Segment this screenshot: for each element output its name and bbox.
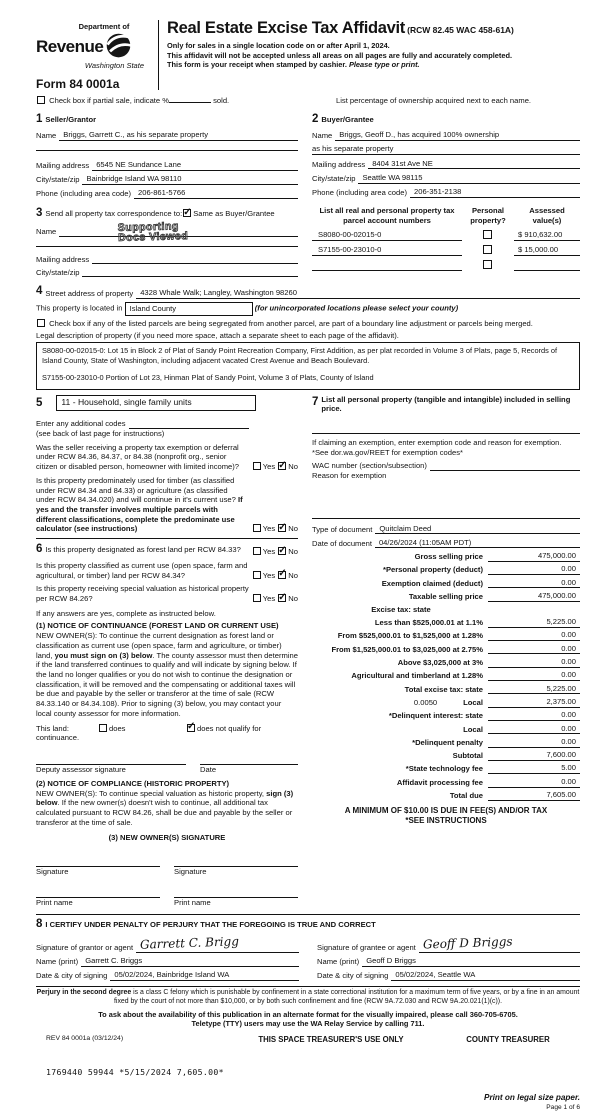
street-address-label: Street address of property [45,289,134,299]
forest-land-question: 6 Is this property designated as forest land per RCW 84.33? [36,543,241,556]
correspondence-city-value[interactable] [82,276,298,277]
notice-continuance-body: NEW OWNER(S): To continue the current designation as forest land or classification as current use (open space, farm and agriculture, or timber) land, you must sign on (3) below. The county assessor must then determine if the land transferred continues to qualify and will indicate by signing below. If the land no longer qualifies or you do not wish to continue the designation or classification, it will be removed and the compensating or additional taxes will be due and payable by the seller or transferor at the time of sale (RCW 84.33.140 or 84.34.108). Prior to signing (3) below, you may contact your local county assessor for more information. [36,631,298,718]
minimum-fee-note: A MINIMUM OF $10.00 IS DUE IN FEE(S) AND/OR TAX [344,805,548,815]
header-note-1: Only for sales in a single location code on or after April 1, 2024. [167,41,390,51]
additional-codes-label: Enter any additional codes [36,419,126,429]
grantor-name-value[interactable]: Garrett C. Briggs [81,956,299,967]
section-7-number: 7 [312,395,319,408]
personal-property-entry-line[interactable] [312,422,580,434]
section-3-number: 3 [36,207,43,220]
county-note: (for unincorporated locations please select your county) [254,303,459,313]
personal-property-checkbox-3[interactable] [483,260,492,269]
agricultural-tax[interactable]: 0.00 [488,670,580,681]
grantor-name-label: Name (print) [36,957,79,967]
forest-yes-checkbox[interactable] [253,547,261,555]
seller-city-value[interactable]: Bainbridge Island WA 98110 [82,174,298,185]
exemption-question-text: Was the seller receiving a property tax exemption or deferral under RCW 84.36, 84.37, or 84.38 (nonprofit org., senior citizen or disabled person, homeowner with limited income)? [36,442,240,472]
form-header [36,18,580,92]
delinquent-interest-state[interactable]: 0.00 [488,710,580,721]
section-5-number: 5 [36,396,43,409]
header-note-3: This form is your receipt when stamped by cashier. Please type or print. [167,60,420,70]
correspondence-name-label: Name [36,226,57,236]
legal-description-label: Legal description of property (if you need more space, attach a separate sheet to each page of the affidavit). [36,330,399,340]
correspondence-mailing-value[interactable] [92,263,298,264]
grantor-sig-label: Signature of grantor or agent [36,943,134,953]
notice-compliance-title: (2) NOTICE OF COMPLIANCE (HISTORIC PROPERTY) [36,778,230,788]
legal-description-parcel-2: S7155-00-23010-0 Portion of Lot 23, Hinman Plat of Sandy Point, Volume 3 of Plats, County of Island [42,373,374,383]
doc-type-value[interactable]: Quitclaim Deed [375,524,580,535]
deputy-signature-line[interactable] [36,753,186,765]
current-use-no-checkbox[interactable] [278,571,286,579]
same-as-buyer-label: Same as Buyer/Grantee [193,209,275,219]
owner-signature-line-1[interactable] [36,855,160,867]
historic-yes-checkbox[interactable] [253,594,261,602]
buyer-name-value[interactable]: Briggs, Geoff D., has acquired 100% ownership [335,130,580,141]
partial-sale-text: Check box if partial sale, indicate % [49,96,169,106]
continuance-label: continuance. [36,733,80,743]
exemption-no-checkbox[interactable] [278,462,286,470]
if-yes-note: If any answers are yes, complete as instructed below. [36,608,216,618]
parcel-row [312,245,580,256]
tty-notice: To ask about the availability of this publication in an alternate format for the visually impaired, please call 360-705-6705. Teletype (TTY) users may use the WA Relay Service by calling 711. [98,1010,518,1029]
affidavit-processing-fee[interactable]: 0.00 [488,777,580,788]
does-qualify-checkbox[interactable] [99,724,107,732]
section-4-number: 4 [36,285,43,298]
grantor-certify-block [36,933,299,981]
dept-of-label: Department of [78,22,130,31]
print-note: Print on legal size paper. [483,1093,580,1103]
total-due[interactable]: 7,605.00 [488,790,580,801]
parcel-table [312,206,580,277]
parcel-number-2[interactable]: S7155-00-23010-0 [312,245,462,256]
washington-state-label: Washington State [84,61,144,71]
historic-question: Is this property receiving special valuation as historical property per RCW 84.26? [36,584,249,604]
delinquent-interest-local[interactable]: 0.00 [488,724,580,735]
timber-yes-checkbox[interactable] [253,524,261,532]
buyer-city-label: City/state/zip [312,173,356,183]
correspondence-city-label: City/state/zip [36,267,80,277]
parcel-col-header: List all real and personal property tax parcel account numbers [319,206,455,225]
seller-mailing-value[interactable]: 6545 NE Sundance Lane [92,160,298,171]
grantee-sig-label: Signature of grantee or agent [317,943,416,953]
timber-question-text: Is this property predominately used for timber (as classified under RCW 84.34 and 84.33) or agriculture (as classified under RCW 84.34.020) and will continue in it's current use? If yes and the transfer involves multiple parcels with different classifications, complete the predominate use calculator (see instructions) [36,475,243,534]
seller-name-label: Name [36,131,57,141]
seller-phone-label: Phone (including area code) [36,189,131,199]
buyer-name-label: Name [312,131,333,141]
correspondence-label: Send all property tax correspondence to: [45,209,183,219]
perjury-notice: Perjury in the second degree is a class C felony which is punishable by confinement in a state correctional institution for a maximum term of five years, or by a fine in an amount fixed by the court of not more than $10,000, or by both such confinement and fine (RCW 9A.72.030 and RCW 9A.20.021(1)(c)). [36,986,580,1007]
owner-signature-row: Signature Signature [36,855,298,877]
section-1-title: Seller/Grantor [45,114,97,124]
form-rcw-reference: (RCW 82.45 WAC 458-61A) [407,25,514,35]
buyer-phone-value[interactable]: 206-351-2138 [410,187,580,198]
doc-type-label: Type of document [312,524,373,534]
seller-mailing-label: Mailing address [36,160,90,170]
section-1-number: 1 [36,112,43,125]
dor-logo-icon [105,32,132,62]
assessed-value-1[interactable]: $ 910,632.00 [514,230,580,241]
exemption-claimed-deduct[interactable]: 0.00 [488,578,580,589]
exemption-code-text: If claiming an exemption, enter exemption code and reason for exemption. *See dor.wa.gov/REET for exemption codes* [312,438,562,457]
parcel-row [312,230,580,241]
seller-phone-value[interactable]: 206-861-5766 [134,188,298,199]
timber-no-checkbox[interactable] [278,524,286,532]
total-excise-state[interactable]: 5,225.00 [488,684,580,695]
header-note-2: This affidavit will not be accepted unless all areas on all pages are fully and accurately completed. [167,50,513,60]
notice-compliance-body: NEW OWNER(S): To continue special valuation as historic property, sign (3) below. If the new owner(s) doesn't wish to continue, all additional tax calculated pursuant to RCW 84.26, shall be due and payable by the seller or transferor at the time of sale. [36,788,294,827]
ownership-percentage-note: List percentage of ownership acquired next to each name. [336,96,532,106]
grantee-certify-block [317,933,580,981]
county-select[interactable]: Island County [125,302,253,316]
header-divider [158,20,159,90]
owner-printname-line-2[interactable] [174,886,298,898]
tier3-tax[interactable]: 0.00 [488,644,580,655]
wac-number-field[interactable] [430,470,580,471]
personal-property-deduct[interactable]: 0.00 [488,564,580,575]
seller-city-label: City/state/zip [36,175,80,185]
new-owner-signature-title: (3) NEW OWNER(S) SIGNATURE [108,833,226,843]
assessed-value-2[interactable]: $ 15,000.00 [514,245,580,256]
doc-date-value[interactable]: 04/26/2024 (11:05AM PDT) [375,538,580,549]
partial-sale-checkbox[interactable] [37,96,45,104]
county-treasurer-label: COUNTY TREASURER [466,1034,550,1044]
notice-continuance-title: (1) NOTICE OF CONTINUANCE (FOREST LAND OR CURRENT USE) [36,621,279,631]
form-title: Real Estate Excise Tax Affidavit [167,19,406,37]
gross-selling-price[interactable]: 475,000.00 [488,551,580,562]
buyer-grantee-section [312,112,580,199]
buyer-mailing-value[interactable]: 8404 31st Ave NE [368,159,580,170]
segregated-checkbox[interactable] [37,319,45,327]
parcel-number-3[interactable] [312,260,462,271]
buyer-city-value[interactable]: Seattle WA 98115 [358,173,580,184]
seller-grantor-section [36,112,298,199]
land-use-code-field[interactable]: 11 - Household, single family units [56,395,256,412]
owner-signature-line-2[interactable] [174,855,298,867]
treasurer-stamp: 1769440 59944 *5/15/2024 7,605.00* [46,1066,224,1077]
grantee-signature[interactable]: Geoff D Briggs [419,936,580,952]
section-6-number: 6 [36,543,43,556]
state-technology-fee[interactable]: 5.00 [488,763,580,774]
section-2-number: 2 [312,112,319,125]
forest-no-checkbox[interactable] [278,547,286,555]
use-code-section: 5 11 - Household, single family units Enter any additional codes (see back of last page for instructions) Was the seller receiving a property tax exemption or deferral under RCW 84.36, 84.37, or 84.38 (nonprofit org., senior citizen or disabled person, homeowner with limited income)? Yes ✓ No Is this property predominately used for timber (as classified under RCW 84.34 and 84.33) or agriculture (as classified under RCW 84.34.020) and will continue in it's current use? If yes and the transfer involves multiple parcels with different classifications, complete the predominate use calculator (see instructions) Yes ✓ No 6 Is this property designated as forest land per RCW 84.33? Yes ✓ No Is this property classified as current use (open space, farm and agricultural, or timber) land per RCW 84.34? Yes ✓ No Is this property receiving special valuation as historical property per RCW 84.26? Yes ✓ No If any answers are yes, complete as instructed below. (1) NOTICE OF CONTINUANCE (FOREST LAND OR CURRENT USE) NEW OWNER(S): To continue the current designation as forest land or classification as current use (open space, farm and agriculture, or timber) land, you must sign on (3) below. The county assessor must then determine if the land transferred continues to qualify and will indicate by signing below. If the land no longer qualifies or you do not wish to continue the designation or classification, it will be removed and the compensating or additional taxes will be due and payable by the seller or transferor at the time of sale (RCW 84.33.140 or 84.34.108). Prior to signing (3) below, you may contact your local county assessor for more information. This land: does ✓ does not qualify for continuance. Deputy assessor signature Date (2) NOTICE OF COMPLIANCE (HISTORIC PROPERTY) NEW OWNER(S): To continue special valuation as historic property, sign (3) below. If the new owner(s) doesn't wish to continue, all additional tax calculated pursuant to RCW 84.26, shall be due and payable by the seller or transferor at the time of sale. (3) NEW OWNER(S) SIGNATURE Signature Signature Print name Print name [36,395,298,908]
parcel-number-1[interactable]: S8080-00-02015-0 [312,230,462,241]
grantee-name-label: Name (print) [317,957,360,967]
deputy-date-line[interactable] [200,753,298,765]
reason-entry-line[interactable] [312,507,580,519]
legal-description-box[interactable] [36,342,580,389]
wac-number-label: WAC number (section/subsection) [312,461,427,471]
additional-codes-note: (see back of last page for instructions) [36,428,165,438]
owner-printname-line-1[interactable] [36,886,160,898]
excise-tax-state-header: Excise tax: state [371,604,431,614]
supporting-docs-viewed-stamp: Supporting Docs Viewed [117,220,189,244]
partial-sale-suffix: sold. [213,96,230,106]
segregated-text: Check box if any of the listed parcels are being segregated from another parcel, are part of a boundary line adjustment or parcels being merged. [49,318,533,328]
grantor-signature[interactable]: Garrett C. Brigg [136,936,299,952]
personal-property-col-header: Personal property? [470,206,506,225]
street-address-value[interactable]: 4328 Whale Walk; Langley, Washington 98260 [136,288,580,299]
tax-correspondence-section [36,206,298,277]
grantee-name-value[interactable]: Geoff D Briggs [362,956,580,967]
treasurer-use-label: THIS SPACE TREASURER'S USE ONLY [258,1034,404,1044]
doc-date-label: Date of document [312,538,372,548]
assessed-value-3[interactable] [514,260,580,271]
historic-no-checkbox[interactable] [278,594,286,602]
located-in-label: This property is located in [36,303,123,313]
taxable-selling-price[interactable]: 475,000.00 [488,591,580,602]
rev-number: REV 84 0001a (03/12/24) [46,1034,124,1042]
same-as-buyer-checkbox[interactable] [183,209,191,217]
tier4-tax[interactable]: 0.00 [488,657,580,668]
personal-property-checkbox-1[interactable] [483,230,492,239]
local-rate: 0.0050 [413,697,438,707]
certification-section [36,914,580,982]
does-not-qualify-checkbox[interactable] [187,724,195,732]
see-instructions-note: *SEE INSTRUCTIONS [405,816,487,826]
seller-name-line-2[interactable] [36,150,298,151]
partial-sale-percent-field[interactable] [169,102,211,103]
section-2-title: Buyer/Grantee [321,114,374,124]
grantor-date-label: Date & city of signing [36,971,108,981]
section-8-number: 8 [36,917,43,930]
page-number: Page 1 of 6 [546,1103,580,1111]
legal-description-parcel-1: S8080-00-02015-0: Lot 15 in Block 2 of Plat of Sandy Point Recreation Company, First Addition, as per plat recorded in Volume 3 of Plats, page 5, Records of Island County, State of Washington, including adjacent vacated Crest Avenue and Beach Boulevard. [42,346,558,365]
grantee-date-value[interactable]: 05/02/2024, Seattle WA [391,970,580,981]
certify-title: I CERTIFY UNDER PENALTY OF PERJURY THAT THE FOREGOING IS TRUE AND CORRECT [45,919,376,929]
partial-sale-line [36,96,336,106]
owner-printname-row: Print name Print name [36,886,298,908]
deputy-assessor-row: Deputy assessor signature Date [36,753,298,775]
correspondence-mailing-label: Mailing address [36,254,90,264]
personal-property-checkbox-2[interactable] [483,245,492,254]
form-number: Form 84 0001a [36,76,120,91]
correspondence-name-line-2[interactable] [36,246,298,247]
reason-exemption-label: Reason for exemption [312,470,387,480]
section-divider [36,538,298,539]
subtotal[interactable]: 7,600.00 [488,750,580,761]
seller-name-value[interactable]: Briggs, Garrett C., as his separate property [59,130,298,141]
assessed-value-col-header: Assessed value(s) [529,206,565,225]
local-tax[interactable]: 2,375.00 [488,697,580,708]
buyer-mailing-label: Mailing address [312,159,366,169]
property-location-section [36,284,580,389]
tax-computation-section: 7 List all personal property (tangible and intangible) included in selling price. If claiming an exemption, enter exemption code and reason for exemption. *See dor.wa.gov/REET for exemption codes* WAC number (section/subsection) Reason for exemption Type of document Quitclaim Deed Date of document 04/26/2024 (11:05AM PDT) Gross selling price 475,000.00 *Personal property (deduct) 0.00 Exemption claimed (deduct) 0.00 Taxable selling price 475,000.00 Excise tax: state Less than $525,000.01 at 1.1% 5,225.00 From $525,000.01 to $1,525,000 at 1.28% 0.00 From $1,525,000.01 to $3,025,000 at 2.75% 0.00 Above $3,025,000 at 3% 0.00 Agricultural and timberland at 1.28% 0.00 Total excise tax: state 5,225.00 0.0050 Local 2,375.00 *Delinquent interest: state 0.00 Local 0.00 *Delinquent penalty 0.00 Subtotal 7,600.00 *State technology fee 5.00 Affidavit processing fee 0.00 Total due 7,605.00 A MINIMUM OF $10.00 IS DUE IN FEE(S) AND/OR TAX *SEE INSTRUCTIONS [312,395,580,908]
revenue-wordmark: Revenue [36,36,104,56]
delinquent-penalty[interactable]: 0.00 [488,737,580,748]
buyer-phone-label: Phone (including area code) [312,188,407,198]
parcel-row [312,260,580,271]
current-use-yes-checkbox[interactable] [253,571,261,579]
dor-logo-block [36,18,154,92]
buyer-name-value-2[interactable]: as his separate property [312,144,580,155]
personal-property-text: List all personal property (tangible and intangible) included in selling price. [321,394,571,414]
tier2-tax[interactable]: 0.00 [488,630,580,641]
land-qualify-row: This land: does ✓ does not qualify for [36,724,298,734]
grantor-date-value[interactable]: 05/02/2024, Bainbridge Island WA [110,970,299,981]
current-use-question: Is this property classified as current use (open space, farm and agricultural, or timber) land per RCW 84.34? [36,560,248,580]
grantee-date-label: Date & city of signing [317,971,389,981]
tier1-tax[interactable]: 5,225.00 [488,617,580,628]
exemption-yes-checkbox[interactable] [253,462,261,470]
